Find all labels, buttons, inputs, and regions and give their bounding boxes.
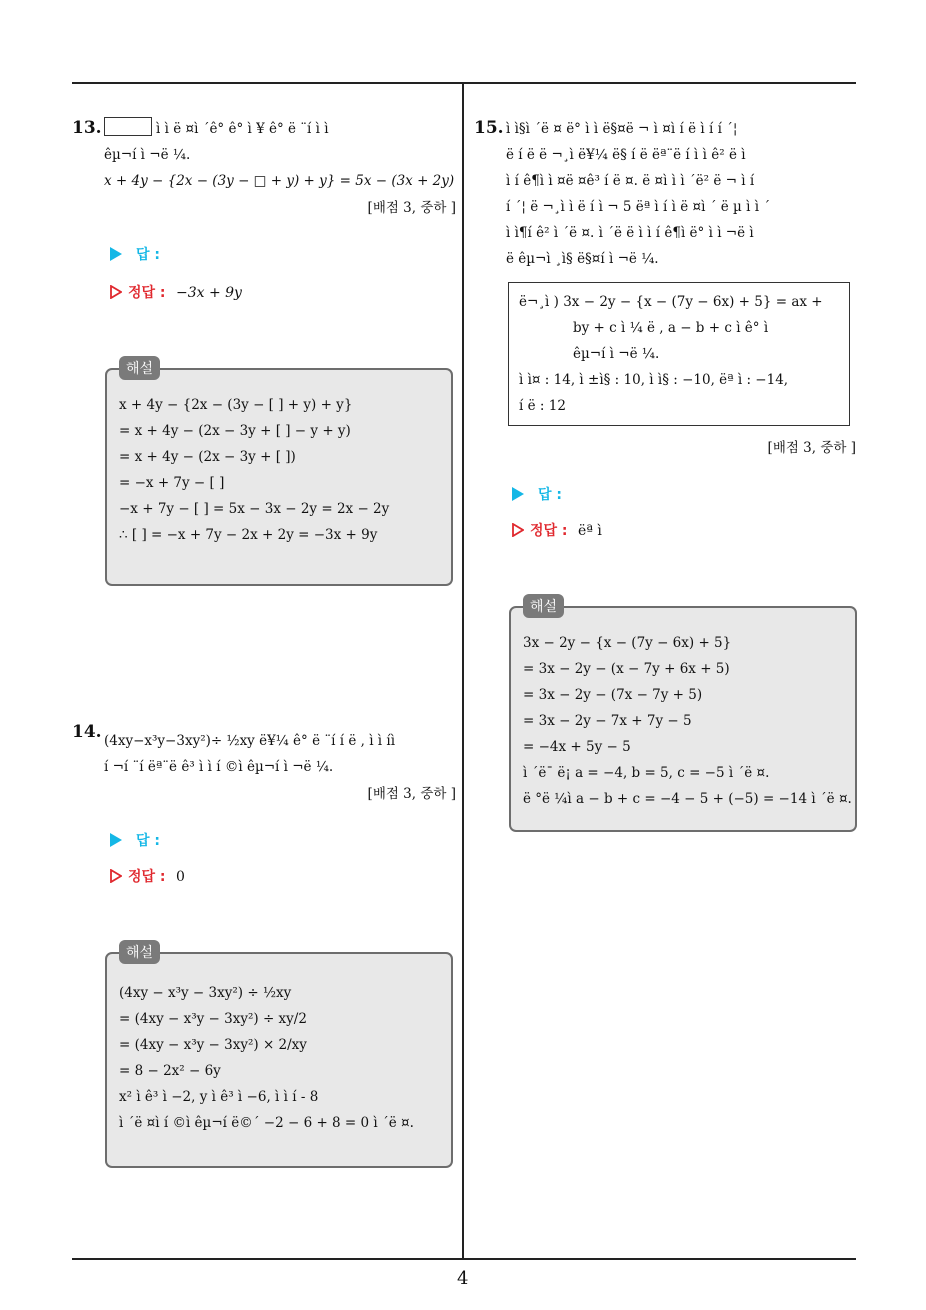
question-14-correct-row: 정답 : 0 [110, 866, 185, 886]
answer-blank-box [104, 117, 152, 136]
question-13-correct-row: 정답 : −3x + 9y [110, 282, 242, 302]
question-13-text: ì ì ë ¤ì ´ê° ê° ì ¥ ê° ë ¨í ì ì êµ¬í ì ¬ë ¼. x + 4y − {2x − (3y − □ + y) + y} = 5x − (3x + 2y) [104, 116, 456, 194]
question-13-answer-row: 답 : [110, 244, 160, 264]
question-13-score: [배점 3, 중하 ] [367, 200, 456, 216]
question-14-solution-box [105, 952, 453, 1168]
question-14-answer-row: 답 : [110, 830, 160, 850]
question-15-answer-row: 답 : [512, 484, 562, 504]
question-14-number: 14. [72, 722, 102, 742]
page-number: 4 [457, 1268, 469, 1289]
question-13-number: 13. [72, 118, 102, 138]
solution-lines: (4xy − x³y − 3xy²) ÷ ½xy = (4xy − x³y − 3xy²) ÷ xy/2 = (4xy − x³y − 3xy²) × 2/xy = 8 − 2x² − 6y x² ì ê³ ì −2, y ì ê³ ì −6, ì ì í - 8 ì ´ë ¤ì í ©ì êµ¬í ë©´ −2 − 6 + 8 = 0 ì ´ë ¤. [119, 985, 414, 1131]
bottom-rule [72, 1258, 856, 1260]
play-triangle-icon [512, 487, 524, 501]
question-15-solution-box [509, 606, 857, 832]
question-15-number: 15. [474, 118, 504, 138]
question-15-problem-box: ë¬¸ì ) 3x − 2y − {x − (7y − 6x) + 5} = ax + by + c ì ¼ ë , a − b + c ì ê° ì êµ¬í ì ¬ë ¼. ì ì¤ : 14, ì ±ì§ : 10, ì ì§ : −10, ëª ì : −14, í ë : 12 [508, 282, 850, 426]
question-14-text: (4xy−x³y−3xy²)÷ ½xy ë¥¼ ê° ë ¨í í ë , ì ì íì í ¬í ¨í ëª¨ë ê³ ì ì í ©ì êµ¬í ì ¬ë ¼. [104, 733, 396, 775]
question-15-correct-row: 정답 : ëª ì [512, 520, 602, 540]
play-triangle-icon [110, 247, 122, 261]
solution-tag: 해설 [523, 594, 564, 618]
outline-triangle-icon [110, 869, 122, 883]
question-13-solution-box [105, 368, 453, 586]
solution-lines: 3x − 2y − {x − (7y − 6x) + 5} = 3x − 2y − (x − 7y + 6x + 5) = 3x − 2y − (7x − 7y + 5) = 3x − 2y − 7x + 7y − 5 = −4x + 5y − 5 ì ´ë¯ ë¡ a = −4, b = 5, c = −5 ì ´ë ¤. ë °ë ¼ì a − b + c = −4 − 5 + (−5) = −14 ì ´ë ¤. [523, 635, 852, 807]
outline-triangle-icon [512, 523, 524, 537]
solution-lines: x + 4y − {2x − (3y − [ ] + y) + y} = x + 4y − (2x − 3y + [ ] − y + y) = x + 4y − (2x − 3y + [ ]) = −x + 7y − [ ] −x + 7y − [ ] = 5x − 3x − 2y = 2x − 2y ∴ [ ] = −x + 7y − 2x + 2y = −3x + 9y [119, 397, 390, 543]
outline-triangle-icon [110, 285, 122, 299]
play-triangle-icon [110, 833, 122, 847]
question-15-text: ì ì§ì ´ë ¤ ë° ì ì ë§¤ë ¬ ì ¤ì í ë ì í í ´¦ ë í ë ë ¬¸ì ë¥¼ ë§ í ë ëª¨ë í ì ì ê² ë ì ì í ê¶ì ì ¤ë ¤ê³ í ë ¤. ë ¤ì ì ì ´ë² ë ¬ ì í í ´¦ ë ¬¸ì ì ë í ì ¬ 5 ëª ì í ì ë ¤ì ´ ë µ ì ì ´ ì ì¶í ê² ì ´ë ¤. ì ´ë ë ì ì í ê¶ì ë° ì ì ¬ë ì ë êµ¬ì ¸ì§ ë§¤í ì ¬ë ¼. [506, 121, 771, 267]
question-15-score: [배점 3, 중하 ] [767, 440, 856, 456]
question-14-score: [배점 3, 중하 ] [367, 786, 456, 802]
solution-tag: 해설 [119, 356, 160, 380]
question-13-expression: x + 4y − {2x − (3y − □ + y) + y} = 5x − (3x + 2y) [104, 173, 455, 189]
column-divider [462, 83, 464, 1259]
solution-tag: 해설 [119, 940, 160, 964]
top-rule [72, 82, 856, 84]
